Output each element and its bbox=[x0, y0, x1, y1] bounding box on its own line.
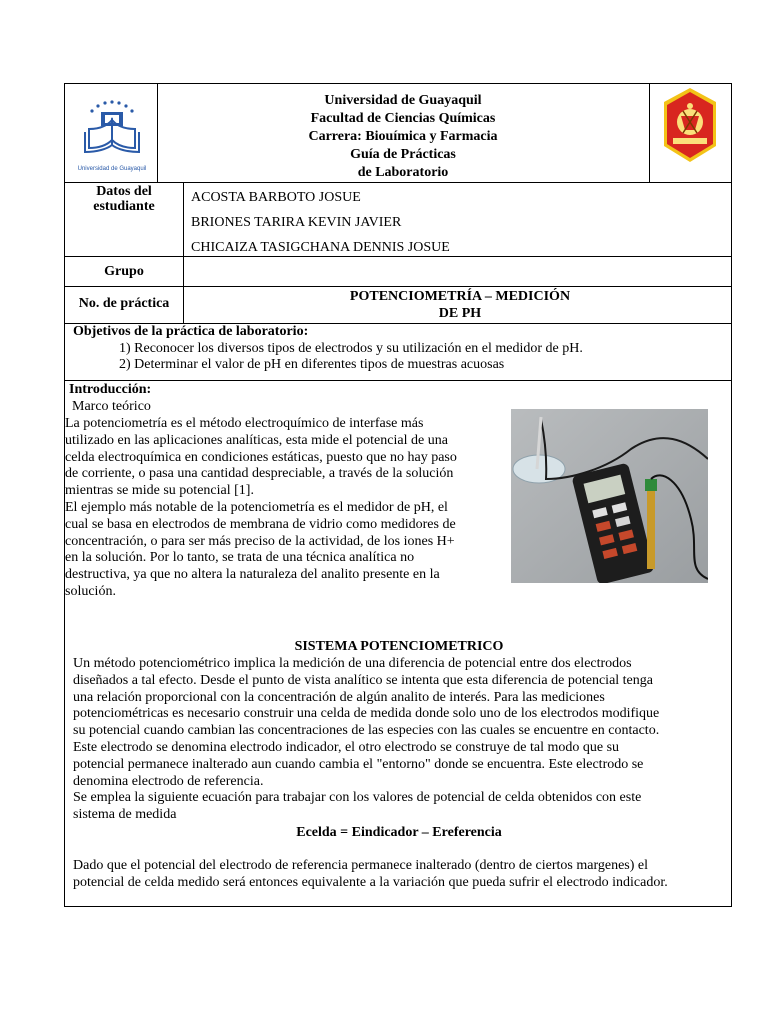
intro-line: de corriente, o pasa una cantidad despreciable, a través de la solución bbox=[65, 466, 454, 482]
system-line: Este electrodo se denomina electrodo indicador, el otro electrodo se construye de tal modo que su bbox=[73, 739, 620, 755]
intro-paragraph bbox=[65, 416, 505, 601]
rule-header bbox=[65, 182, 731, 183]
cell-potential-equation: Ecelda = Eindicador – Ereferencia bbox=[296, 825, 502, 840]
ph-meter-photo-icon bbox=[511, 409, 708, 583]
student-name: CHICAIZA TASIGCHANA DENNIS JOSUE bbox=[191, 240, 450, 255]
header-divider-right bbox=[649, 84, 650, 182]
guide-subtitle: de Laboratorio bbox=[357, 165, 449, 180]
system-line: Un método potenciométrico implica la medición de una diferencia de potencial entre dos electrodos bbox=[73, 656, 632, 671]
system-line: denomina electrodo de referencia. bbox=[73, 773, 264, 789]
intro-line: El ejemplo más notable de la potenciometría es el medidor de pH, el bbox=[65, 499, 448, 515]
practice-title-line: DE PH bbox=[438, 306, 482, 321]
practice-title bbox=[225, 288, 695, 322]
rule-group bbox=[65, 286, 731, 287]
intro-subheading: Marco teórico bbox=[72, 399, 151, 414]
intro-line: cual se basa en electrodos de membrana de vidrio como medidores de bbox=[65, 516, 456, 532]
intro-line: La potenciometría es el método electroquímico de interfase más bbox=[65, 416, 424, 431]
intro-line: en la solución. Por lo tanto, se trata de una técnica analítica no bbox=[65, 550, 415, 566]
rule-objectives bbox=[65, 380, 731, 381]
student-names bbox=[191, 185, 721, 260]
faculty-shield-logo-icon bbox=[659, 86, 721, 164]
objective-item: 1) Reconocer los diversos tipos de electrodos y su utilización en el medidor de pH. bbox=[119, 341, 583, 356]
system-closing-paragraph bbox=[73, 858, 733, 892]
career-name: Carrera: Biouímica y Farmacia bbox=[308, 129, 498, 144]
student-name: BRIONES TARIRA KEVIN JAVIER bbox=[191, 215, 402, 230]
system-line: potenciométricas es necesario construir una celda de medida donde solo uno de los electrodos modifique bbox=[73, 706, 660, 722]
intro-line: celda electroquímica en condiciones estáticas, puesto que no hay paso bbox=[65, 449, 457, 465]
university-logo-caption: Universidad de Guayaquil bbox=[77, 166, 147, 172]
objective-item: 2) Determinar el valor de pH en diferentes tipos de muestras acuosas bbox=[119, 357, 505, 372]
student-data-label: Datos del estudiante bbox=[93, 184, 155, 214]
system-line: potencial permanece inalterado aun cuando cambia el "entorno" donde se encuentra. Este electrodo se bbox=[73, 756, 644, 772]
university-book-logo-icon bbox=[77, 98, 147, 160]
system-line: Dado que el potencial del electrodo de referencia permanece inalterado (dentro de ciertos margenes) el bbox=[73, 858, 649, 873]
practice-title-line: POTENCIOMETRÍA – MEDICIÓN bbox=[349, 289, 571, 304]
intro-line: concentración, o para ser más preciso de la actividad, de los iones H+ bbox=[65, 533, 455, 549]
objectives-heading: Objetivos de la práctica de laboratorio: bbox=[73, 324, 309, 339]
faculty-logo bbox=[659, 86, 721, 164]
student-name: ACOSTA BARBOTO JOSUE bbox=[191, 190, 361, 205]
system-line: diseñados a tal efecto. Desde el punto de vista analítico se intenta que esta diferencia de potencial tenga bbox=[73, 672, 653, 688]
university-name: Universidad de Guayaquil bbox=[324, 93, 482, 108]
group-label: Grupo bbox=[104, 264, 144, 279]
system-line: Se emplea la siguiente ecuación para trabajar con los valores de potencial de celda obtenidos con este bbox=[73, 790, 642, 806]
intro-heading: Introducción: bbox=[69, 382, 152, 397]
system-line: una relación proporcional con la concentración de algún analito de interés. Para las mediciones bbox=[73, 689, 605, 705]
system-heading: SISTEMA POTENCIOMETRICO bbox=[294, 639, 504, 654]
university-logo bbox=[77, 98, 147, 174]
intro-line: mientras se mide su potencial [1]. bbox=[65, 483, 254, 499]
practice-number-label: No. de práctica bbox=[78, 296, 170, 311]
objectives-list bbox=[119, 341, 719, 373]
guide-title: Guía de Prácticas bbox=[350, 147, 456, 162]
system-line: su potencial cuando cambian las concentraciones de las especies con las cuales se encuentre en contacto. bbox=[73, 723, 660, 739]
label-column-divider bbox=[183, 182, 184, 323]
system-line: sistema de medida bbox=[73, 807, 177, 823]
intro-line: solución. bbox=[65, 583, 116, 599]
intro-line: destructiva, ya que no altera la naturaleza del analito presente en la bbox=[65, 567, 440, 583]
header-title-block bbox=[157, 92, 649, 182]
system-line: potencial de celda medido será entonces equivalente a la variación que pueda sufrir el electrodo indicador. bbox=[73, 874, 668, 890]
system-paragraph bbox=[73, 656, 733, 824]
ph-meter-photo bbox=[511, 409, 708, 583]
lab-guide-sheet bbox=[64, 83, 732, 907]
intro-line: utilizado en las aplicaciones analíticas, esta mide el potencial de una bbox=[65, 432, 448, 448]
faculty-name: Facultad de Ciencias Químicas bbox=[310, 111, 496, 126]
